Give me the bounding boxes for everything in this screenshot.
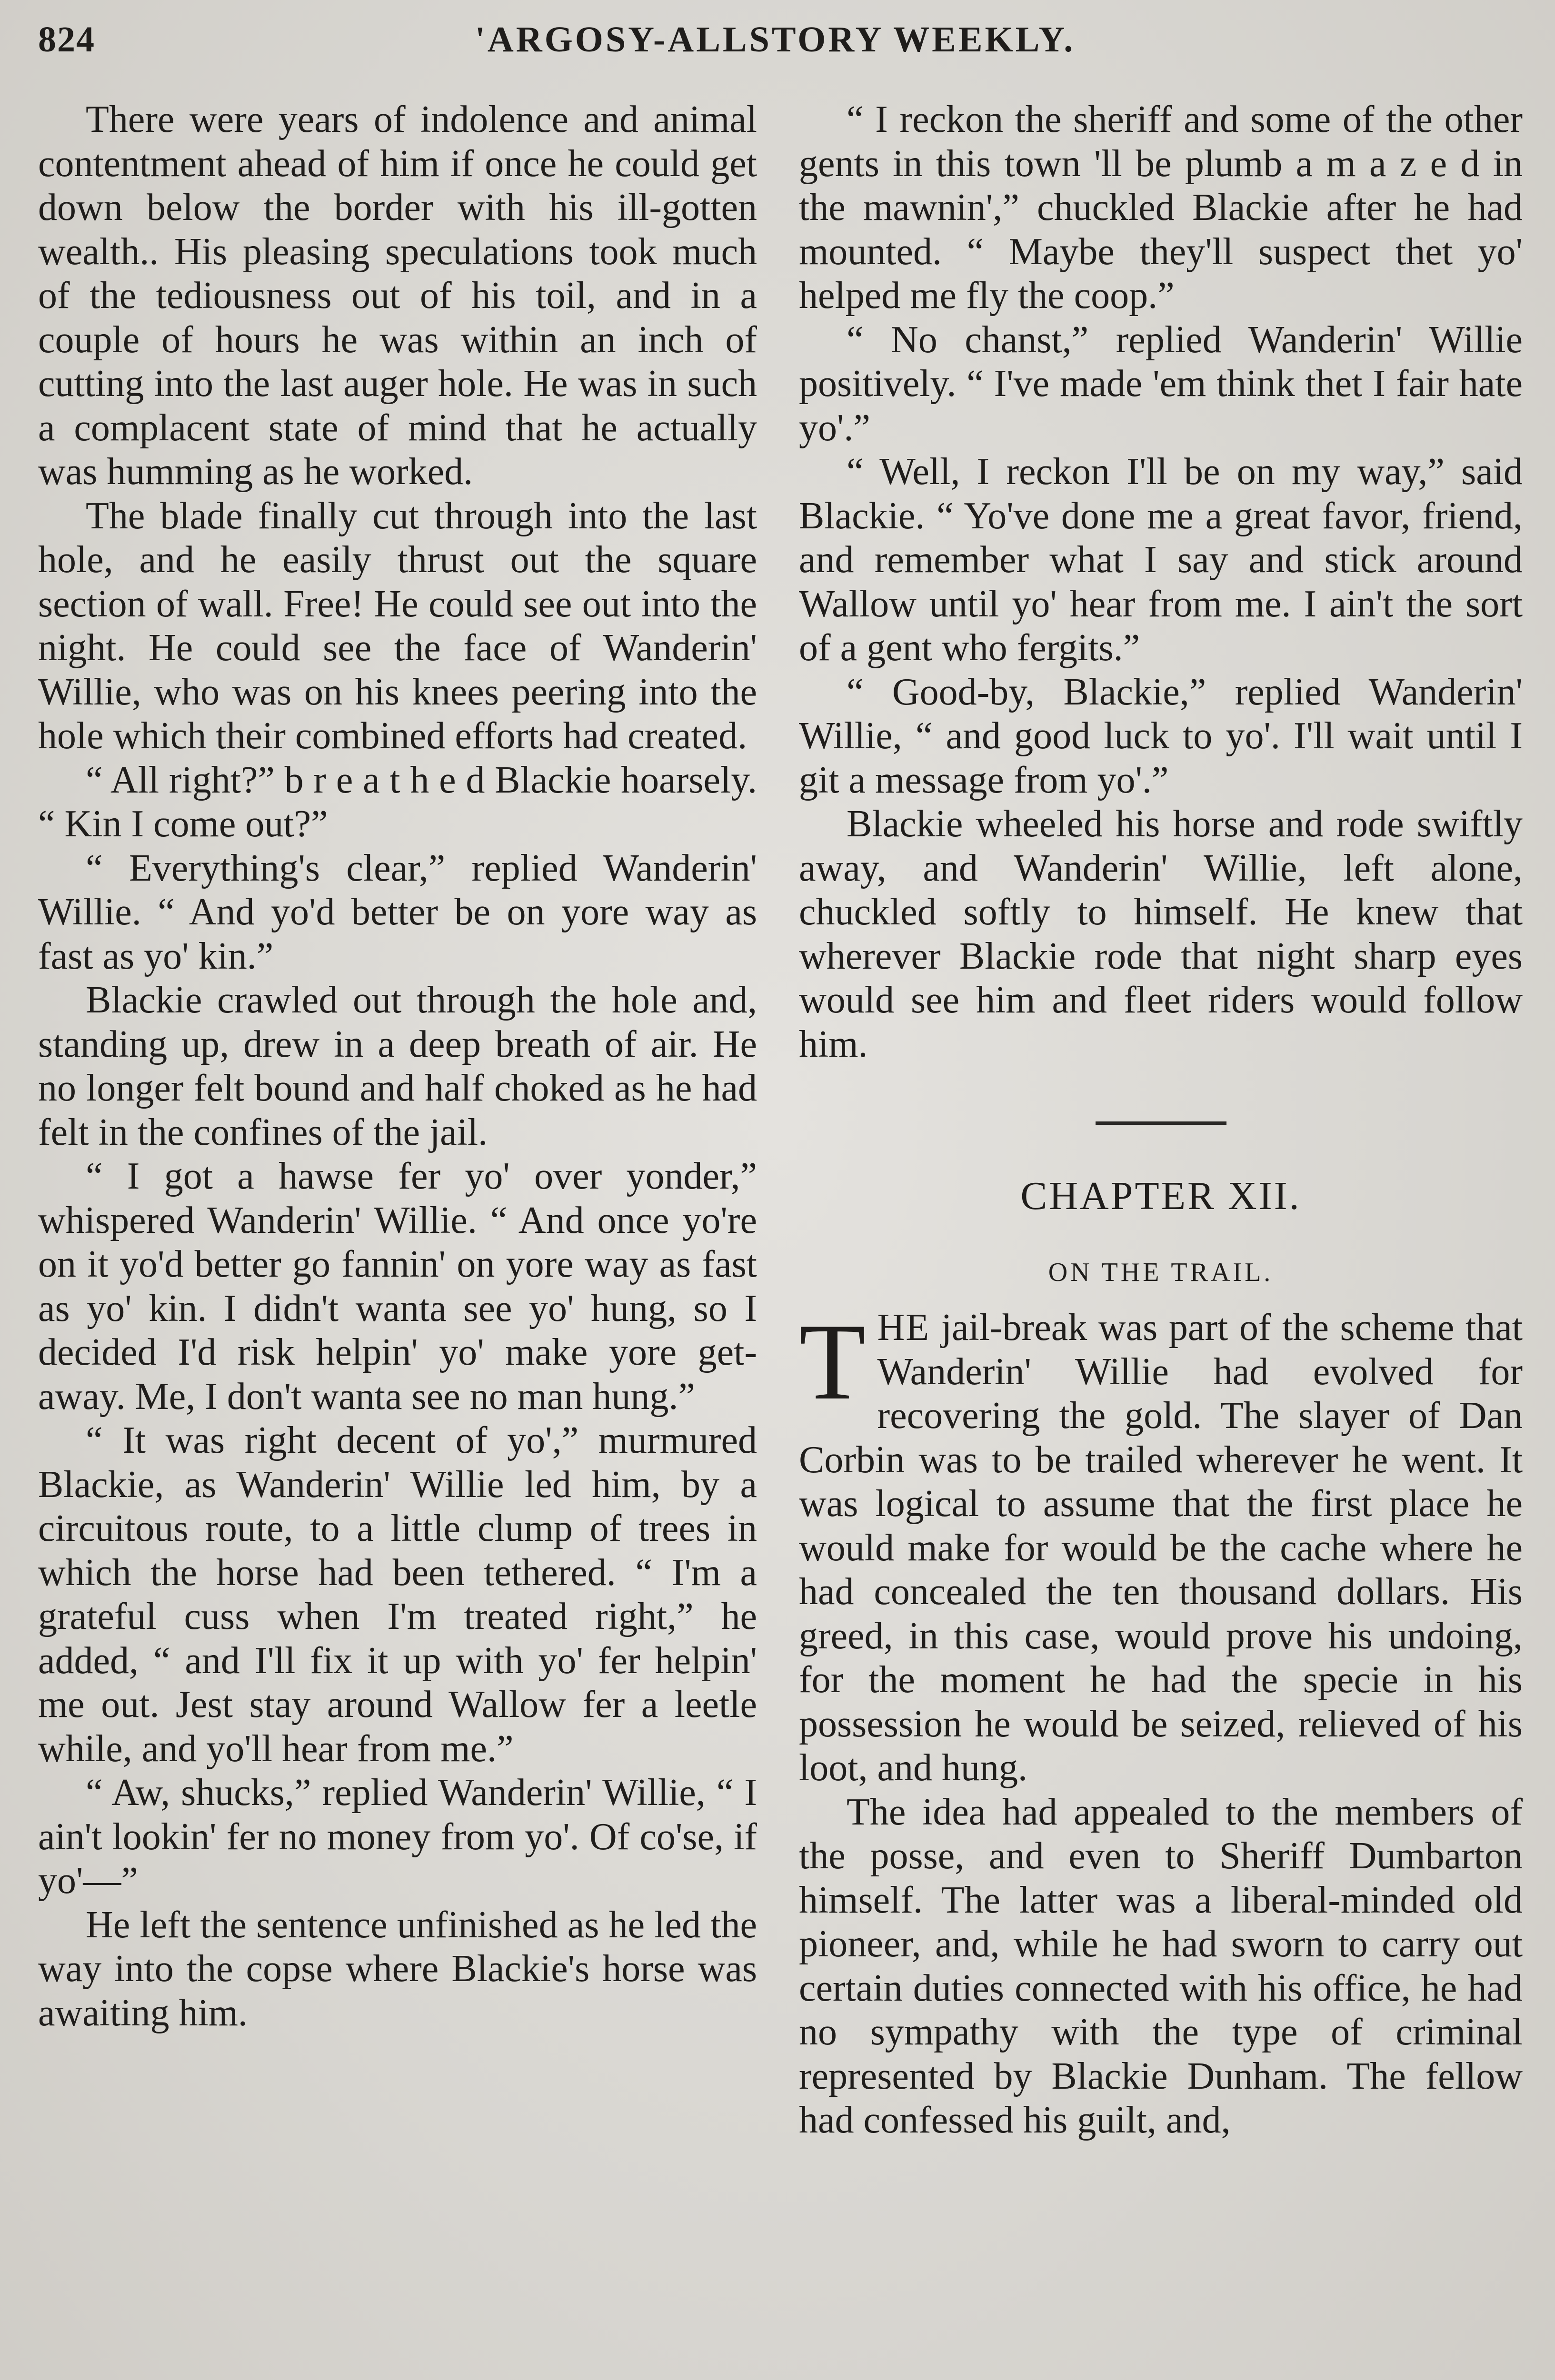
paragraph: The blade finally cut through into the last hole, and he easily thrust out the square section of wall. Free! He could see out into the night. He could see the face of Wanderin' Willie, who was on his knees peering into the hole which their combined efforts had created. bbox=[38, 495, 757, 757]
paragraph-text: jail-break was part of the scheme that Wanderin' Willie had evolved for recovering the gold. The slayer of Dan Corbin was to be trailed wherever he went. It was logical to assume that the first place he would make for would be the cache where he had concealed the ten thousand dollars. His greed, in this case, would prove his undoing, for the moment he had the specie in his possession he would be seized, relieved of his loot, and hung. bbox=[799, 1307, 1523, 1789]
paragraph: “ Well, I reckon I'll be on my way,” said Blackie. “ Yo've done me a great favor, friend, and remember what I say and stick around Wallow until yo' hear from me. I ain't the sort of a gent who fergits.” bbox=[799, 451, 1523, 669]
paragraph: There were years of indolence and animal contentment ahead of him if once he could get down below the border with his ill-gotten wealth.. His pleasing speculations took much of the tediousness out of his toil, and in a couple of hours he was within an inch of cutting into the last auger hole. He was in such a complacent state of mind that he actually was humming as he worked. bbox=[38, 99, 757, 493]
paragraph: “ No chanst,” replied Wanderin' Willie positively. “ I've made 'em think thet I fair hate yo'.” bbox=[799, 318, 1523, 449]
paragraph: “ Good-by, Blackie,” replied Wanderin' Willie, “ and good luck to yo'. I'll wait until I git a message from yo'.” bbox=[799, 671, 1523, 801]
page-number: 824 bbox=[38, 20, 95, 60]
chapter-subtitle: ON THE TRAIL. bbox=[1048, 1258, 1274, 1287]
paragraph: Blackie wheeled his horse and rode swiftly away, and Wanderin' Willie, left alone, chuckled softly to himself. He knew that wherever Blackie rode that night sharp eyes would see him and fleet riders would follow him. bbox=[799, 803, 1523, 1065]
paragraph: “ All right?” b r e a t h e d Blackie hoarsely. “ Kin I come out?” bbox=[38, 759, 757, 845]
paragraph: “ I reckon the sheriff and some of the other gents in this town 'll be plumb a m a z e d in the mawnin',” chuckled Blackie after he had mounted. “ Maybe they'll suspect thet yo' helped me fly the coop.” bbox=[799, 99, 1523, 317]
paragraph: “ It was right decent of yo',” murmured Blackie, as Wanderin' Willie led him, by a circuitous route, to a little clump of trees in which the horse had been tethered. “ I'm a grateful cuss when I'm treated right,” he added, “ and I'll fix it up with yo' fer helpin' me out. Jest stay around Wallow fer a leetle while, and yo'll hear from me.” bbox=[38, 1419, 757, 1770]
paragraph: “ Aw, shucks,” replied Wanderin' Willie, “ I ain't lookin' fer no money from yo'. Of co'se, if yo'—” bbox=[38, 1772, 757, 1902]
paragraph: “ Everything's clear,” replied Wanderin' Willie. “ And yo'd better be on yore way as fast as yo' kin.” bbox=[38, 847, 757, 977]
section-divider bbox=[1096, 1121, 1226, 1125]
running-head: 'ARGOSY-ALLSTORY WEEKLY. bbox=[475, 20, 1076, 60]
small-caps-word: HE bbox=[877, 1307, 930, 1349]
paragraph: The idea had appealed to the members of the posse, and even to Sheriff Dumbarton himself. The latter was a liberal-minded old pioneer, and, while he had sworn to carry out certain duties connected with his office, he had no sympathy with the type of criminal represented by Blackie Dunham. The fellow had confessed his guilt, and, bbox=[799, 1791, 1523, 2141]
opening-paragraph bbox=[799, 1301, 1523, 1790]
drop-cap: T bbox=[799, 1301, 866, 1422]
left-column bbox=[38, 98, 757, 2035]
right-column bbox=[799, 98, 1523, 2142]
paragraph: “ I got a hawse fer yo' over yonder,” whispered Wanderin' Willie. “ And once yo're on it yo'd better go fannin' on yore way as fast as yo' kin. I didn't wanta see yo' hung, so I decided I'd risk helpin' yo' make yore get-away. Me, I don't wanta see no man hung.” bbox=[38, 1155, 757, 1418]
page-header bbox=[33, 19, 1517, 71]
chapter-title: CHAPTER XII. bbox=[1020, 1174, 1301, 1218]
paragraph: Blackie crawled out through the hole and, standing up, drew in a deep breath of air. He no longer felt bound and half choked as he had felt in the confines of the jail. bbox=[38, 979, 757, 1153]
paragraph: He left the sentence unfinished as he led the way into the copse where Blackie's horse was awaiting him. bbox=[38, 1904, 757, 2034]
